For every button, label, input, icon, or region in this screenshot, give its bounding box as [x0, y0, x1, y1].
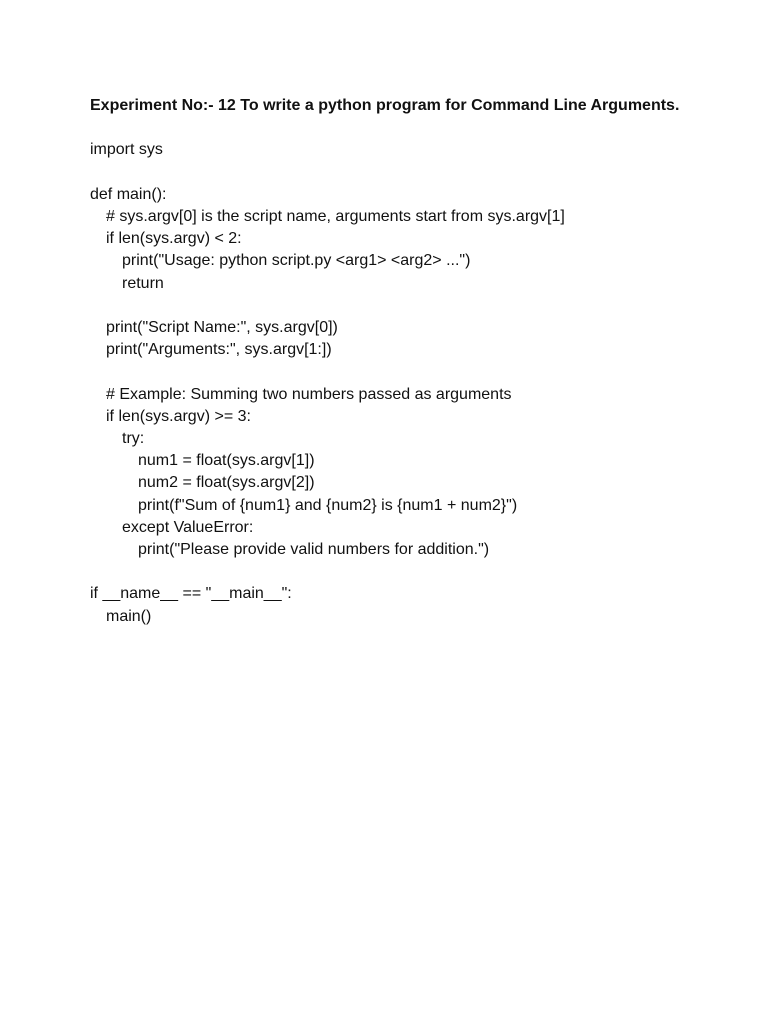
blank-line [90, 561, 730, 583]
code-line: if len(sys.argv) >= 3: [106, 407, 251, 425]
code-line: import sys [90, 141, 163, 159]
blank-line [90, 295, 730, 317]
code-block [90, 117, 730, 628]
code-line: num2 = float(sys.argv[2]) [138, 474, 315, 492]
experiment-title: Experiment No:- 12 To write a python program for Command Line Arguments. [90, 97, 680, 114]
code-line: print("Script Name:", sys.argv[0]) [106, 318, 338, 336]
blank-line [90, 361, 730, 383]
code-line: except ValueError: [122, 518, 254, 536]
code-line: # sys.argv[0] is the script name, arguments start from sys.argv[1] [106, 207, 565, 225]
code-line: print(f"Sum of {num1} and {num2} is {num1 + num2}") [138, 496, 518, 514]
code-line: print("Arguments:", sys.argv[1:]) [106, 341, 332, 359]
code-line: print("Please provide valid numbers for addition.") [138, 541, 490, 558]
code-line: try: [122, 429, 145, 447]
code-line: # Example: Summing two numbers passed as arguments [106, 385, 512, 403]
blank-line [90, 117, 730, 139]
document-body [90, 95, 730, 628]
code-line: main() [106, 607, 152, 625]
code-line: num1 = float(sys.argv[1]) [138, 452, 315, 470]
code-line: print("Usage: python script.py <arg1> <arg2> ...") [122, 252, 471, 270]
code-line: if __name__ == "__main__": [90, 585, 292, 603]
code-line: if len(sys.argv) < 2: [106, 230, 242, 248]
code-line: def main(): [90, 185, 167, 203]
code-line: return [122, 274, 164, 292]
blank-line [90, 162, 730, 184]
